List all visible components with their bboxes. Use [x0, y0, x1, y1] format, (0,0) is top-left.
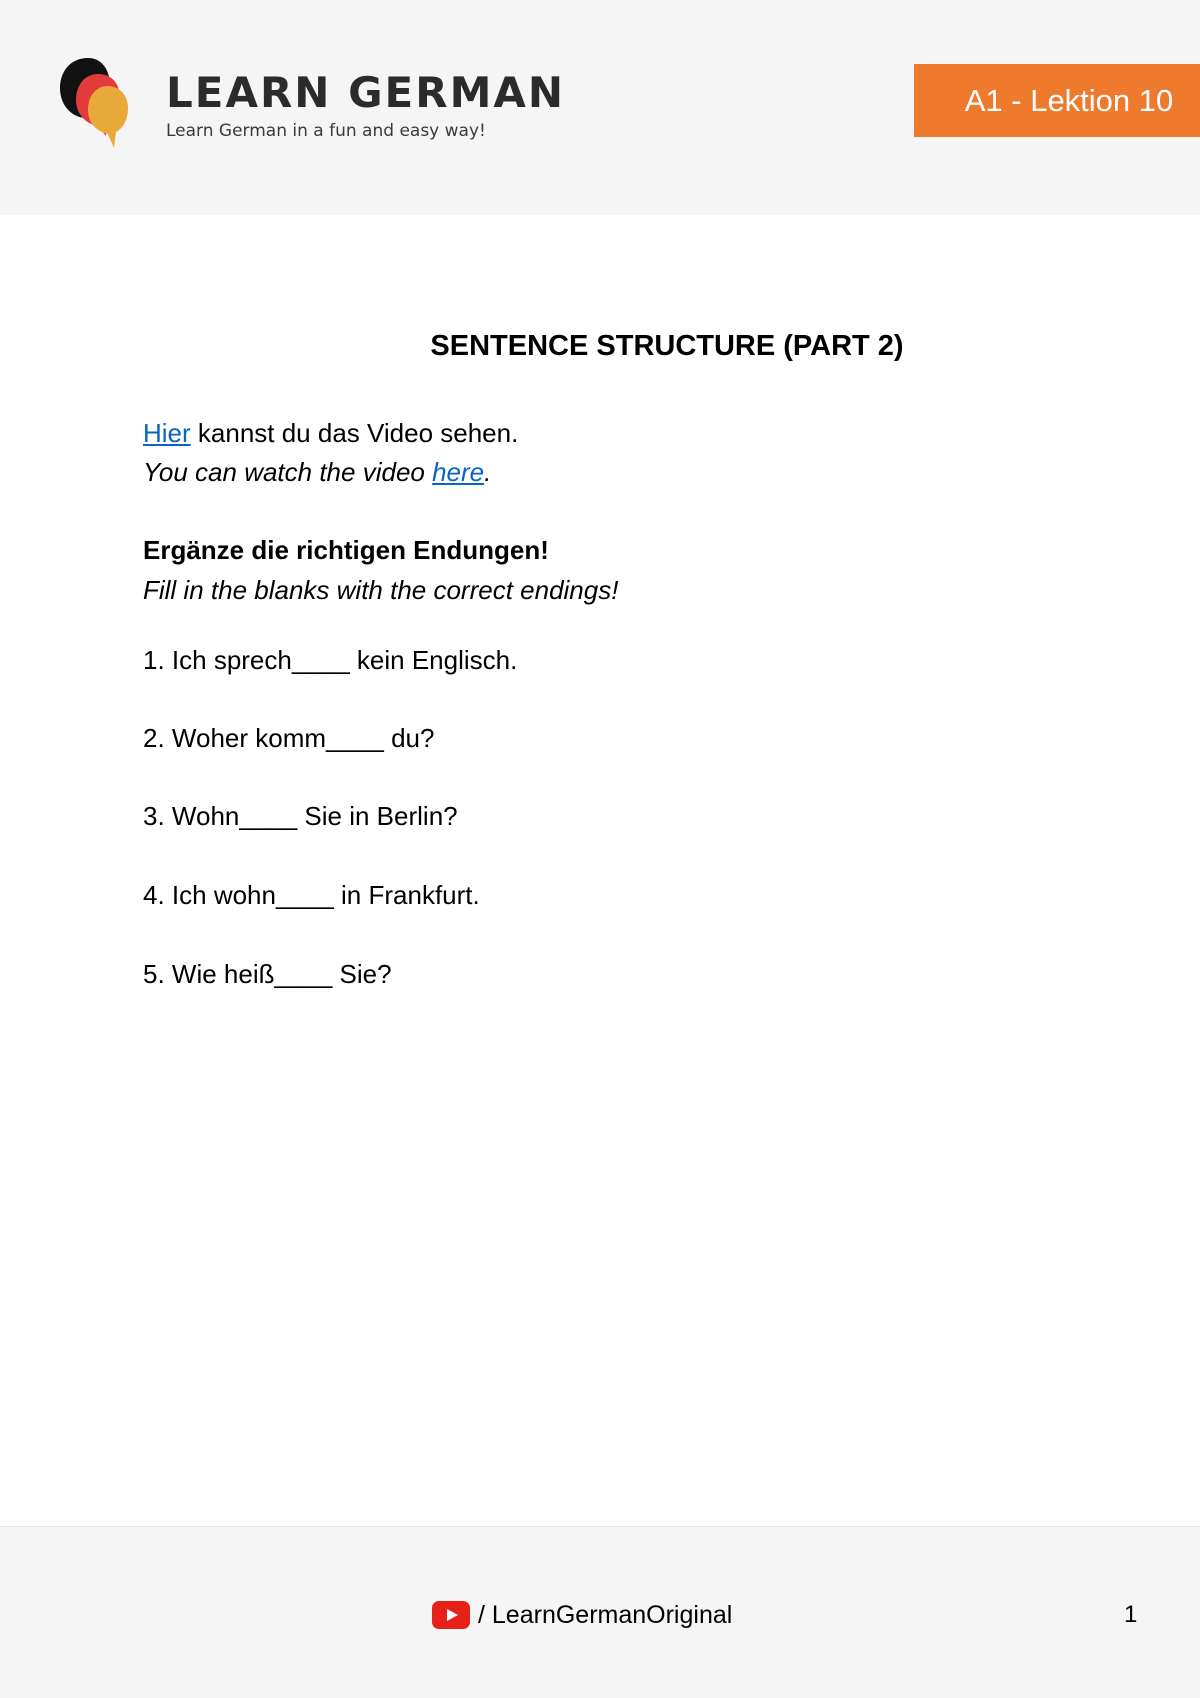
page-number: 1: [1124, 1601, 1138, 1628]
speech-bubble-logo-icon: [58, 56, 128, 150]
exercise-item: 3. Wohn____ Sie in Berlin?: [143, 801, 458, 831]
instruction-german: Ergänze die richtigen Endungen!: [143, 535, 549, 565]
youtube-channel[interactable]: [432, 1599, 732, 1631]
video-link-hier[interactable]: Hier: [143, 418, 191, 448]
exercise-item: 5. Wie heiß____ Sie?: [143, 959, 392, 989]
video-line-german-text: kannst du das Video sehen.: [190, 418, 519, 448]
instruction-english: Fill in the blanks with the correct endings!: [143, 575, 619, 605]
video-line-english-suffix: .: [484, 457, 492, 487]
youtube-icon: [432, 1601, 470, 1629]
brand-tagline: Learn German in a fun and easy way!: [166, 121, 486, 141]
channel-name: LearnGermanOriginal: [491, 1600, 733, 1629]
video-line-english: [143, 457, 491, 488]
page-header: [0, 0, 1200, 214]
brand-title: LEARN GERMAN: [166, 68, 566, 117]
page-footer: [0, 1526, 1200, 1698]
lesson-badge: A1 - Lektion 10: [914, 64, 1200, 137]
exercise-item: 4. Ich wohn____ in Frankfurt.: [143, 880, 480, 910]
video-line-german: [143, 418, 518, 449]
video-link-here[interactable]: here: [432, 457, 485, 487]
exercise-item: 1. Ich sprech____ kein Englisch.: [143, 645, 518, 675]
video-line-english-prefix: You can watch the video: [143, 457, 433, 487]
exercise-item: 2. Woher komm____ du?: [143, 723, 435, 753]
channel-separator: /: [478, 1600, 492, 1629]
document-title: SENTENCE STRUCTURE (PART 2): [430, 330, 904, 362]
